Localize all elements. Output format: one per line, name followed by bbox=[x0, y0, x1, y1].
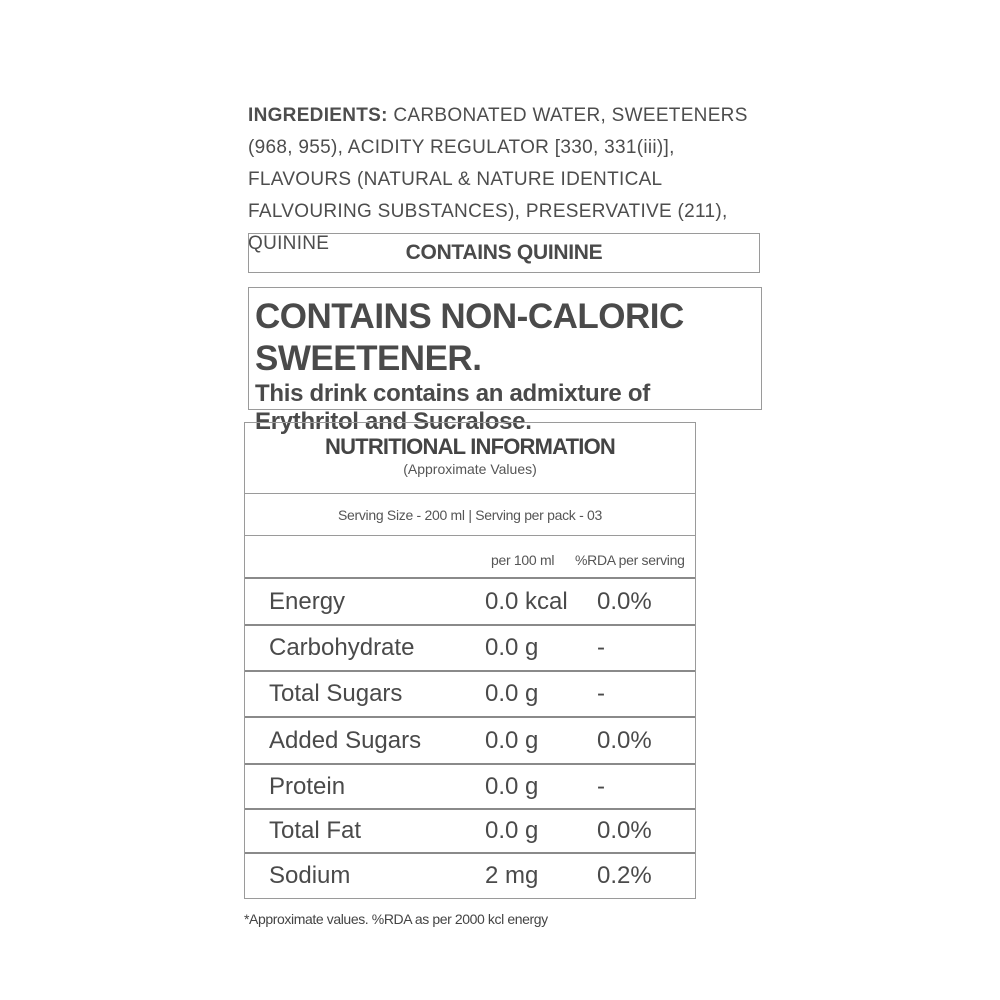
nutrient-per-100ml: 0.0 g bbox=[485, 634, 539, 661]
nutrition-header bbox=[245, 423, 695, 494]
quinine-notice: CONTAINS QUININE bbox=[248, 233, 760, 273]
nutrient-per-100ml: 0.0 g bbox=[485, 680, 539, 707]
nutrition-rows bbox=[245, 579, 695, 898]
nutrition-row bbox=[245, 854, 695, 898]
nutrient-per-100ml: 0.0 g bbox=[485, 726, 539, 754]
nutrition-row bbox=[245, 810, 695, 854]
sweetener-body: This drink contains an admixture of Erythritol and Sucralose. bbox=[255, 380, 650, 435]
nutrition-subtitle: (Approximate Values) bbox=[403, 461, 537, 477]
nutrient-rda: - bbox=[597, 772, 605, 800]
ingredients-label: INGREDIENTS: bbox=[248, 105, 388, 126]
footnote: *Approximate values. %RDA as per 2000 kcl energy bbox=[244, 911, 548, 927]
nutrient-name: Energy bbox=[269, 587, 346, 615]
nutrient-name: Total Sugars bbox=[269, 680, 403, 707]
column-rda: %RDA per serving bbox=[575, 552, 685, 568]
nutrient-rda: - bbox=[597, 634, 605, 661]
nutrition-row bbox=[245, 765, 695, 810]
nutrient-per-100ml: 0.0 g bbox=[485, 817, 539, 844]
nutrition-row bbox=[245, 579, 695, 626]
nutrient-rda: 0.0% bbox=[597, 587, 652, 615]
nutrient-rda: 0.0% bbox=[597, 726, 652, 754]
nutrient-rda: 0.0% bbox=[597, 817, 652, 844]
nutrient-rda: 0.2% bbox=[597, 862, 652, 889]
nutrition-row bbox=[245, 672, 695, 718]
nutrient-name: Carbohydrate bbox=[269, 634, 415, 661]
sweetener-notice bbox=[248, 287, 762, 435]
nutrition-row bbox=[245, 626, 695, 672]
sweetener-heading: CONTAINS NON-CALORIC SWEETENER. bbox=[255, 297, 684, 378]
nutrient-name: Protein bbox=[269, 772, 346, 800]
nutrition-row bbox=[245, 718, 695, 765]
nutrient-rda: - bbox=[597, 680, 605, 707]
column-headers bbox=[245, 536, 695, 579]
nutrient-name: Total Fat bbox=[269, 817, 362, 844]
nutrition-table bbox=[244, 422, 696, 899]
nutrition-title: NUTRITIONAL INFORMATION bbox=[325, 434, 615, 459]
nutrient-name: Added Sugars bbox=[269, 726, 422, 754]
column-per-100ml: per 100 ml bbox=[491, 552, 555, 568]
nutrient-name: Sodium bbox=[269, 862, 351, 889]
nutrient-per-100ml: 0.0 g bbox=[485, 772, 539, 800]
serving-info: Serving Size - 200 ml | Serving per pack - 03 bbox=[245, 494, 695, 536]
nutrient-per-100ml: 2 mg bbox=[485, 862, 539, 889]
ingredients-list: CARBONATED WATER, SWEETENERS (968, 955), ACIDITY REGULATOR [330, 331(iii)], FLAVOURS (NATURAL & NATURE IDENTICAL FALVOURING SUBSTANCES), PRESERVATIVE (211), QUININE bbox=[248, 105, 748, 254]
nutrient-per-100ml: 0.0 kcal bbox=[485, 587, 568, 615]
